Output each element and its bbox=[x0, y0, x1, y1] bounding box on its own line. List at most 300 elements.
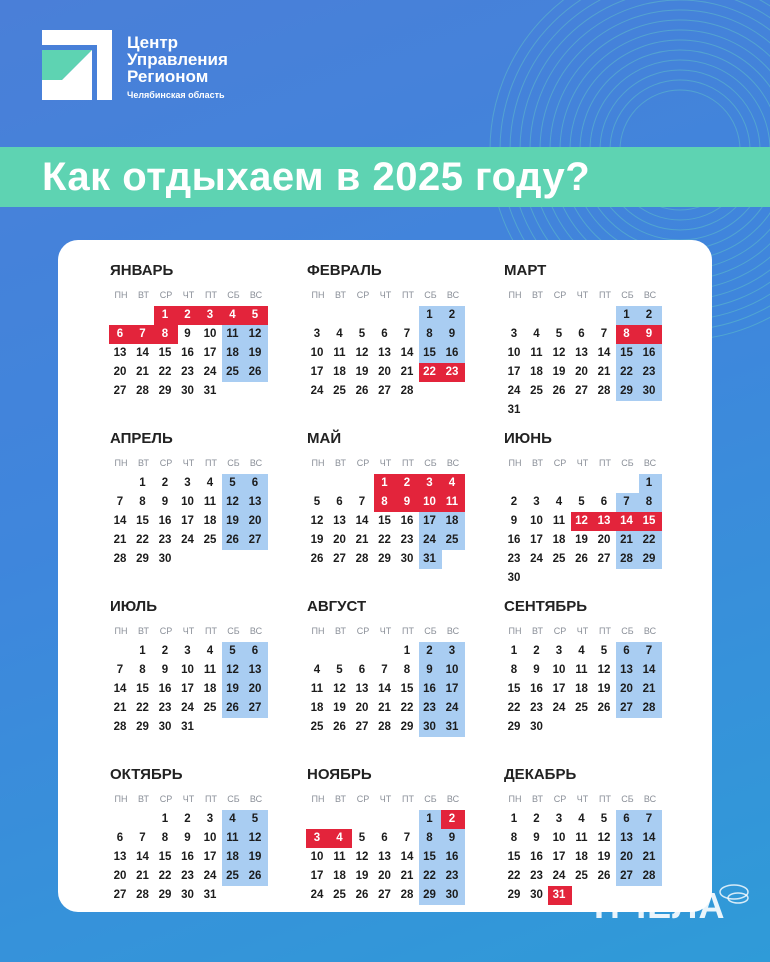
day-cell: 24 bbox=[310, 889, 324, 901]
day-cell: 17 bbox=[552, 851, 566, 863]
day-cell: 19 bbox=[355, 366, 369, 378]
day-cell: 4 bbox=[448, 477, 456, 489]
day-cell: 19 bbox=[226, 683, 239, 695]
day-cell: 20 bbox=[355, 702, 369, 714]
day-cell: 16 bbox=[530, 851, 543, 863]
day-cell: 29 bbox=[136, 721, 149, 733]
day-cell: 10 bbox=[181, 664, 194, 676]
day-cell: 12 bbox=[597, 832, 611, 844]
bee-icon bbox=[712, 880, 752, 910]
day-cell: 11 bbox=[552, 515, 566, 527]
day-cell: 17 bbox=[203, 347, 217, 359]
day-cell: 17 bbox=[530, 534, 543, 546]
day-cell: 24 bbox=[530, 553, 543, 565]
day-cell: 6 bbox=[251, 645, 259, 657]
weekday-label: ВТ bbox=[335, 626, 346, 636]
weekday-label: СБ bbox=[227, 794, 240, 804]
day-cell: 14 bbox=[400, 851, 414, 863]
weekday-label: ЧТ bbox=[576, 290, 589, 300]
weekday-label: ЧТ bbox=[576, 458, 589, 468]
weekday-label: ЧТ bbox=[379, 794, 392, 804]
day-cell: 29 bbox=[423, 889, 436, 901]
day-cell: 4 bbox=[555, 496, 563, 508]
weekday-label: СР bbox=[356, 290, 370, 300]
weekday-label: СР bbox=[553, 794, 567, 804]
day-cell: 8 bbox=[510, 664, 518, 676]
day-cell: 20 bbox=[378, 366, 391, 378]
day-cell: 13 bbox=[355, 683, 369, 695]
day-cell: 29 bbox=[378, 553, 391, 565]
weekday-label: ВС bbox=[446, 458, 460, 468]
day-cell: 5 bbox=[600, 645, 608, 657]
day-cell: 9 bbox=[448, 832, 456, 844]
day-cell: 12 bbox=[575, 515, 588, 527]
weekday-label: ПН bbox=[114, 794, 128, 804]
day-cell: 30 bbox=[158, 721, 172, 733]
day-cell: 22 bbox=[507, 870, 521, 882]
day-cell: 16 bbox=[158, 683, 172, 695]
day-cell: 24 bbox=[552, 870, 566, 882]
month-name: ОКТЯБРЬ bbox=[110, 766, 183, 783]
day-cell: 25 bbox=[575, 870, 588, 882]
day-cell: 1 bbox=[623, 309, 630, 321]
day-cell: 28 bbox=[400, 889, 414, 901]
day-cell: 19 bbox=[310, 534, 324, 546]
month-name: ФЕВРАЛЬ bbox=[307, 262, 382, 279]
weekday-label: СР bbox=[553, 626, 567, 636]
day-cell: 26 bbox=[226, 534, 239, 546]
month-11 bbox=[307, 766, 465, 901]
day-cell: 2 bbox=[161, 477, 169, 489]
day-cell: 21 bbox=[113, 534, 127, 546]
day-cell: 27 bbox=[620, 870, 633, 882]
day-cell: 28 bbox=[355, 553, 369, 565]
day-cell: 15 bbox=[423, 347, 436, 359]
day-cell: 6 bbox=[251, 477, 259, 489]
weekday-label: ВС bbox=[446, 794, 460, 804]
day-cell: 2 bbox=[184, 813, 191, 825]
weekday-label: СБ bbox=[424, 794, 437, 804]
day-cell: 8 bbox=[161, 832, 169, 844]
weekday-label: СБ bbox=[424, 458, 437, 468]
day-cell: 3 bbox=[510, 328, 518, 340]
day-cell: 22 bbox=[400, 702, 414, 714]
weekday-label: ЧТ bbox=[182, 626, 195, 636]
day-cell: 29 bbox=[158, 385, 172, 397]
weekday-label: ПН bbox=[311, 458, 325, 468]
day-cell: 6 bbox=[336, 496, 343, 508]
day-cell: 3 bbox=[313, 328, 321, 340]
day-cell: 19 bbox=[355, 870, 369, 882]
weekday-label: СР bbox=[159, 290, 173, 300]
day-cell: 25 bbox=[333, 889, 346, 901]
weekday-label: ВТ bbox=[335, 794, 346, 804]
day-cell: 22 bbox=[507, 702, 521, 714]
month-name: АПРЕЛЬ bbox=[110, 430, 173, 447]
day-cell: 29 bbox=[642, 553, 656, 565]
day-cell: 2 bbox=[403, 477, 411, 489]
day-cell: 27 bbox=[248, 702, 262, 714]
day-cell: 16 bbox=[181, 347, 194, 359]
calendar-card bbox=[58, 240, 712, 912]
day-cell: 31 bbox=[552, 889, 566, 901]
day-cell: 19 bbox=[597, 683, 611, 695]
day-cell: 3 bbox=[533, 496, 540, 508]
day-cell: 26 bbox=[597, 702, 611, 714]
weekday-label: ПН bbox=[311, 290, 325, 300]
day-cell: 17 bbox=[507, 366, 521, 378]
day-cell: 5 bbox=[336, 664, 343, 676]
day-cell: 10 bbox=[530, 515, 543, 527]
day-cell: 13 bbox=[620, 832, 633, 844]
weekday-label: ПН bbox=[114, 458, 128, 468]
day-cell: 15 bbox=[507, 851, 521, 863]
day-cell: 25 bbox=[203, 702, 217, 714]
day-cell: 8 bbox=[403, 664, 411, 676]
day-cell: 2 bbox=[533, 645, 540, 657]
weekday-label: СБ bbox=[227, 626, 240, 636]
day-cell: 23 bbox=[181, 870, 194, 882]
weekday-label: ПТ bbox=[599, 290, 611, 300]
day-cell: 24 bbox=[310, 385, 324, 397]
weekday-label: СБ bbox=[621, 794, 634, 804]
day-cell: 27 bbox=[575, 385, 588, 397]
day-cell: 24 bbox=[181, 702, 194, 714]
day-cell: 30 bbox=[642, 385, 656, 397]
day-cell: 9 bbox=[448, 328, 456, 340]
day-cell: 5 bbox=[251, 309, 259, 321]
day-cell: 25 bbox=[203, 534, 217, 546]
day-cell: 23 bbox=[158, 702, 172, 714]
day-cell: 12 bbox=[552, 347, 566, 359]
day-cell: 9 bbox=[510, 515, 518, 527]
day-cell: 26 bbox=[552, 385, 566, 397]
day-cell: 20 bbox=[620, 851, 633, 863]
weekday-label: ПТ bbox=[205, 290, 217, 300]
day-cell: 9 bbox=[645, 328, 653, 340]
day-cell: 29 bbox=[136, 553, 149, 565]
day-cell: 23 bbox=[158, 534, 172, 546]
weekday-label: СБ bbox=[424, 290, 437, 300]
weekday-label: ВС bbox=[643, 626, 657, 636]
day-cell: 4 bbox=[313, 664, 321, 676]
day-cell: 25 bbox=[226, 870, 239, 882]
day-cell: 18 bbox=[575, 683, 588, 695]
day-cell: 2 bbox=[161, 645, 169, 657]
day-cell: 1 bbox=[403, 645, 411, 657]
weekday-label: ВТ bbox=[532, 458, 543, 468]
day-cell: 30 bbox=[530, 721, 543, 733]
day-cell: 7 bbox=[645, 645, 653, 657]
day-cell: 28 bbox=[642, 702, 656, 714]
logo-subtitle: Челябинская область bbox=[127, 90, 225, 100]
weekday-label: СР bbox=[159, 458, 173, 468]
day-cell: 5 bbox=[229, 645, 236, 657]
day-cell: 22 bbox=[423, 870, 436, 882]
day-cell: 23 bbox=[423, 702, 436, 714]
month-2 bbox=[307, 262, 465, 397]
day-cell: 29 bbox=[507, 721, 521, 733]
day-cell: 26 bbox=[248, 366, 262, 378]
logo-mark-icon bbox=[42, 30, 112, 100]
day-cell: 18 bbox=[226, 851, 239, 863]
day-cell: 12 bbox=[248, 328, 262, 340]
day-cell: 2 bbox=[426, 645, 433, 657]
day-cell: 7 bbox=[116, 664, 124, 676]
weekday-label: ПТ bbox=[402, 794, 414, 804]
day-cell: 2 bbox=[510, 496, 518, 508]
day-cell: 10 bbox=[552, 664, 566, 676]
day-cell: 21 bbox=[597, 366, 611, 378]
weekday-label: ПТ bbox=[599, 794, 611, 804]
day-cell: 3 bbox=[184, 477, 191, 489]
weekday-label: СБ bbox=[621, 290, 634, 300]
day-cell: 10 bbox=[310, 347, 324, 359]
day-cell: 5 bbox=[229, 477, 236, 489]
weekday-label: ВТ bbox=[138, 794, 149, 804]
day-cell: 14 bbox=[620, 515, 633, 527]
day-cell: 29 bbox=[507, 889, 521, 901]
day-cell: 20 bbox=[248, 515, 262, 527]
day-cell: 8 bbox=[623, 328, 630, 340]
day-cell: 22 bbox=[423, 366, 436, 378]
day-cell: 25 bbox=[575, 702, 588, 714]
weekday-label: ПТ bbox=[402, 290, 414, 300]
day-cell: 20 bbox=[378, 870, 391, 882]
day-cell: 11 bbox=[575, 832, 588, 844]
weekday-label: ЧТ bbox=[379, 458, 392, 468]
day-cell: 31 bbox=[423, 553, 436, 565]
day-cell: 4 bbox=[533, 328, 540, 340]
day-cell: 26 bbox=[575, 553, 588, 565]
day-cell: 13 bbox=[113, 851, 127, 863]
day-cell: 7 bbox=[600, 328, 608, 340]
day-cell: 1 bbox=[381, 477, 388, 489]
day-cell: 23 bbox=[400, 534, 414, 546]
day-cell: 11 bbox=[530, 347, 543, 359]
weekday-label: СР bbox=[553, 290, 567, 300]
day-cell: 18 bbox=[333, 366, 346, 378]
day-cell: 23 bbox=[530, 702, 543, 714]
day-cell: 10 bbox=[203, 832, 217, 844]
weekday-label: ВС bbox=[249, 794, 263, 804]
day-cell: 20 bbox=[248, 683, 262, 695]
day-cell: 8 bbox=[139, 496, 146, 508]
day-cell: 31 bbox=[507, 404, 521, 416]
day-cell: 3 bbox=[184, 645, 191, 657]
day-cell: 25 bbox=[552, 553, 566, 565]
day-cell: 2 bbox=[448, 309, 456, 321]
month-name: СЕНТЯБРЬ bbox=[504, 598, 587, 615]
month-name: ДЕКАБРЬ bbox=[504, 766, 577, 783]
day-cell: 15 bbox=[620, 347, 633, 359]
weekday-label: ВТ bbox=[335, 458, 346, 468]
logo-line3: Регионом bbox=[127, 67, 209, 86]
day-cell: 13 bbox=[248, 496, 262, 508]
day-cell: 5 bbox=[555, 328, 563, 340]
day-cell: 16 bbox=[642, 347, 656, 359]
day-cell: 30 bbox=[507, 572, 521, 584]
day-cell: 15 bbox=[423, 851, 436, 863]
weekday-label: ВС bbox=[446, 626, 460, 636]
day-cell: 6 bbox=[116, 832, 124, 844]
weekday-label: СР bbox=[356, 794, 370, 804]
day-cell: 4 bbox=[229, 309, 236, 321]
day-cell: 26 bbox=[310, 553, 324, 565]
day-cell: 30 bbox=[423, 721, 436, 733]
day-cell: 9 bbox=[533, 664, 540, 676]
day-cell: 5 bbox=[358, 328, 366, 340]
day-cell: 26 bbox=[355, 889, 369, 901]
weekday-label: ПТ bbox=[402, 458, 414, 468]
day-cell: 18 bbox=[445, 515, 459, 527]
day-cell: 30 bbox=[400, 553, 414, 565]
day-cell: 13 bbox=[113, 347, 127, 359]
month-12 bbox=[504, 766, 662, 901]
day-cell: 17 bbox=[181, 515, 194, 527]
month-5 bbox=[307, 430, 465, 565]
day-cell: 14 bbox=[378, 683, 391, 695]
day-cell: 12 bbox=[597, 664, 611, 676]
day-cell: 8 bbox=[139, 664, 146, 676]
day-cell: 25 bbox=[530, 385, 543, 397]
day-cell: 3 bbox=[313, 832, 321, 844]
day-cell: 21 bbox=[642, 683, 656, 695]
day-cell: 5 bbox=[251, 813, 259, 825]
day-cell: 8 bbox=[426, 832, 433, 844]
weekday-label: ВС bbox=[643, 290, 657, 300]
day-cell: 4 bbox=[206, 645, 214, 657]
day-cell: 20 bbox=[620, 683, 633, 695]
day-cell: 16 bbox=[423, 683, 436, 695]
day-cell: 18 bbox=[310, 702, 324, 714]
day-cell: 5 bbox=[578, 496, 585, 508]
day-cell: 28 bbox=[113, 553, 127, 565]
day-cell: 20 bbox=[113, 870, 127, 882]
day-cell: 18 bbox=[203, 683, 217, 695]
day-cell: 19 bbox=[248, 851, 262, 863]
day-cell: 14 bbox=[642, 832, 656, 844]
month-3 bbox=[504, 262, 662, 416]
day-cell: 19 bbox=[248, 347, 262, 359]
weekday-label: ПН bbox=[508, 626, 522, 636]
day-cell: 17 bbox=[310, 870, 324, 882]
day-cell: 6 bbox=[381, 832, 388, 844]
day-cell: 28 bbox=[620, 553, 633, 565]
day-cell: 23 bbox=[530, 870, 543, 882]
day-cell: 12 bbox=[226, 664, 239, 676]
day-cell: 13 bbox=[333, 515, 346, 527]
day-cell: 22 bbox=[158, 366, 172, 378]
day-cell: 12 bbox=[355, 851, 369, 863]
weekday-label: ПТ bbox=[205, 794, 217, 804]
day-cell: 7 bbox=[116, 496, 124, 508]
weekday-label: ВТ bbox=[532, 290, 543, 300]
day-cell: 15 bbox=[378, 515, 391, 527]
day-cell: 4 bbox=[229, 813, 236, 825]
day-cell: 17 bbox=[445, 683, 459, 695]
day-cell: 12 bbox=[333, 683, 346, 695]
weekday-label: ЧТ bbox=[379, 290, 392, 300]
day-cell: 16 bbox=[445, 851, 459, 863]
day-cell: 12 bbox=[248, 832, 262, 844]
day-cell: 14 bbox=[136, 347, 149, 359]
day-cell: 3 bbox=[555, 645, 563, 657]
weekday-label: СР bbox=[553, 458, 567, 468]
weekday-label: СБ bbox=[424, 626, 437, 636]
weekday-label: ВС bbox=[249, 458, 263, 468]
logo-title bbox=[127, 34, 228, 85]
day-cell: 14 bbox=[113, 515, 127, 527]
month-name: ЯНВАРЬ bbox=[110, 262, 174, 279]
day-cell: 12 bbox=[355, 347, 369, 359]
day-cell: 7 bbox=[623, 496, 630, 508]
month-4 bbox=[110, 430, 268, 565]
day-cell: 10 bbox=[552, 832, 566, 844]
day-cell: 10 bbox=[310, 851, 324, 863]
weekday-label: СР bbox=[356, 458, 370, 468]
day-cell: 8 bbox=[426, 328, 433, 340]
day-cell: 26 bbox=[226, 702, 239, 714]
logo-line2: Управления bbox=[127, 50, 228, 69]
day-cell: 20 bbox=[597, 534, 611, 546]
day-cell: 13 bbox=[597, 515, 611, 527]
day-cell: 28 bbox=[378, 721, 391, 733]
day-cell: 28 bbox=[642, 870, 656, 882]
day-cell: 15 bbox=[507, 683, 521, 695]
day-cell: 15 bbox=[158, 347, 172, 359]
day-cell: 19 bbox=[333, 702, 346, 714]
day-cell: 30 bbox=[530, 889, 543, 901]
day-cell: 14 bbox=[642, 664, 656, 676]
day-cell: 21 bbox=[642, 851, 656, 863]
day-cell: 4 bbox=[206, 477, 214, 489]
day-cell: 18 bbox=[552, 534, 566, 546]
day-cell: 24 bbox=[507, 385, 521, 397]
day-cell: 11 bbox=[333, 851, 346, 863]
day-cell: 7 bbox=[381, 664, 388, 676]
day-cell: 22 bbox=[642, 534, 656, 546]
weekday-label: ВТ bbox=[532, 626, 543, 636]
month-6 bbox=[504, 430, 662, 584]
weekday-label: ПТ bbox=[205, 458, 217, 468]
day-cell: 22 bbox=[136, 702, 149, 714]
day-cell: 9 bbox=[161, 664, 169, 676]
weekday-label: СБ bbox=[621, 458, 634, 468]
day-cell: 10 bbox=[445, 664, 459, 676]
day-cell: 10 bbox=[203, 328, 217, 340]
day-cell: 17 bbox=[203, 851, 217, 863]
weekday-label: СБ bbox=[227, 458, 240, 468]
day-cell: 16 bbox=[181, 851, 194, 863]
day-cell: 15 bbox=[400, 683, 414, 695]
day-cell: 9 bbox=[161, 496, 169, 508]
day-cell: 14 bbox=[355, 515, 369, 527]
day-cell: 27 bbox=[113, 889, 127, 901]
day-cell: 16 bbox=[158, 515, 172, 527]
day-cell: 1 bbox=[510, 645, 518, 657]
day-cell: 12 bbox=[226, 496, 239, 508]
day-cell: 21 bbox=[355, 534, 369, 546]
day-cell: 26 bbox=[248, 870, 262, 882]
day-cell: 4 bbox=[336, 832, 343, 844]
weekday-label: ВС bbox=[446, 290, 460, 300]
day-cell: 27 bbox=[378, 385, 391, 397]
day-cell: 30 bbox=[158, 553, 172, 565]
day-cell: 21 bbox=[136, 366, 149, 378]
month-name: МАРТ bbox=[504, 262, 547, 279]
weekday-label: ПТ bbox=[599, 626, 611, 636]
